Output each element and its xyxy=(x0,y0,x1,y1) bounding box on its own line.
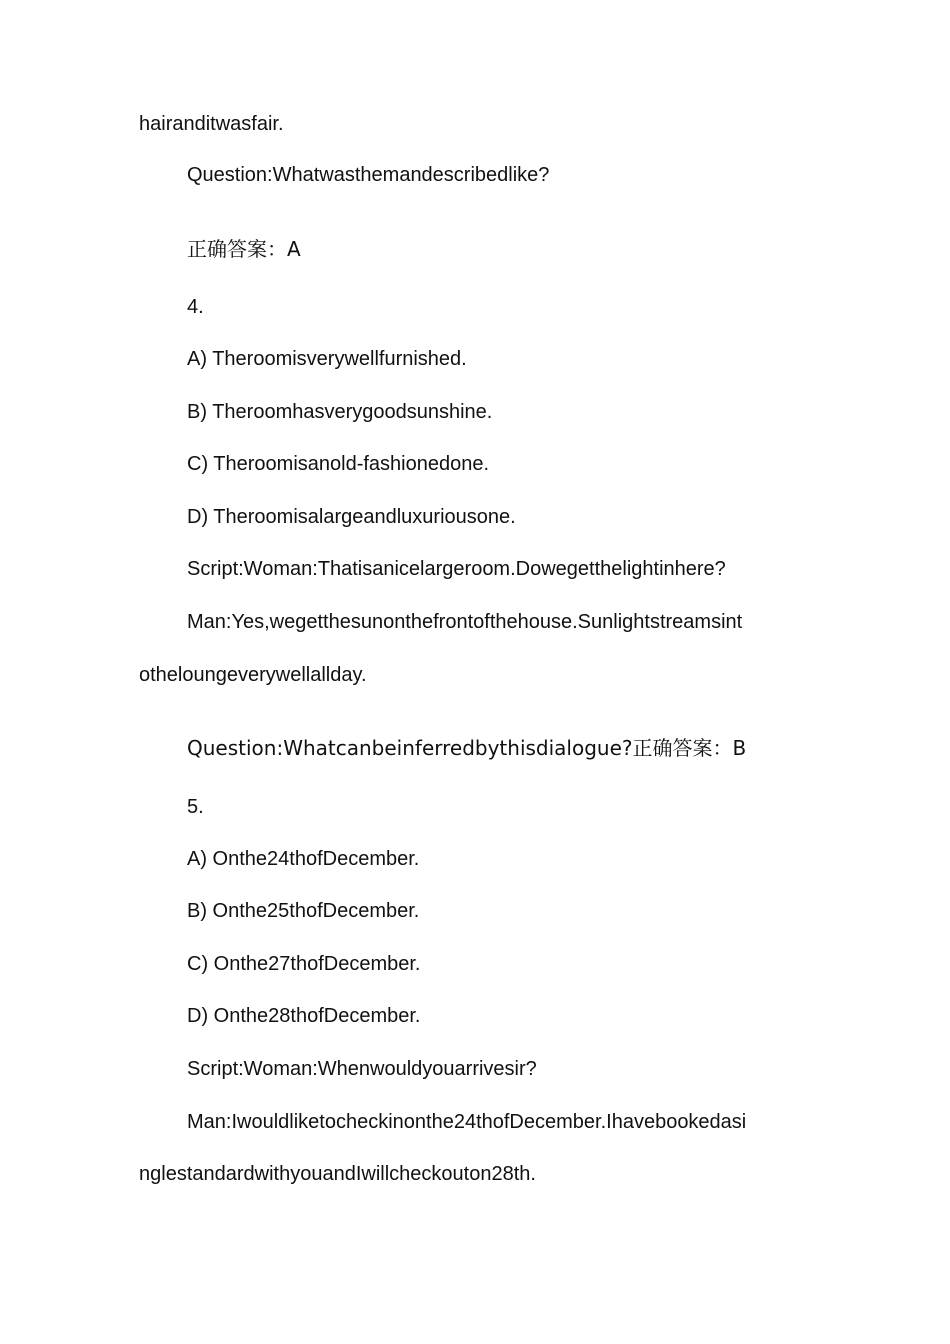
q4-script-man-line1: Man:Yes,wegetthesunonthefrontofthehouse.Sunlightstreamsint xyxy=(187,611,743,633)
q4-option-d: D) Theroomisalargeandluxuriousone. xyxy=(187,506,516,528)
q4-script-woman: Script:Woman:Thatisanicelargeroom.Dowegetthelightinhere? xyxy=(187,558,726,580)
q5-number: 5. xyxy=(187,796,204,818)
q5-script-woman: Script:Woman:Whenwouldyouarrivesir? xyxy=(187,1058,537,1080)
q4-option-c: C) Theroomisanold-fashionedone. xyxy=(187,453,490,475)
q3-continuation-text: hairanditwasfair. xyxy=(139,113,284,135)
q5-option-b: B) Onthe25thofDecember. xyxy=(187,900,420,922)
q3-question-text: Question:Whatwasthemandescribedlike? xyxy=(187,164,550,186)
q4-number: 4. xyxy=(187,296,204,318)
q4-script-man-line2: otheloungeverywellallday. xyxy=(139,664,367,686)
q5-script-man-line1: Man:Iwouldliketocheckinonthe24thofDecember.Ihavebookedasi xyxy=(187,1111,747,1133)
q4-option-a: A) Theroomisverywellfurnished. xyxy=(187,348,467,370)
q4-question-answer: Question:Whatcanbeinferredbythisdialogue?正确答案：B xyxy=(187,736,747,760)
q5-option-d: D) Onthe28thofDecember. xyxy=(187,1005,421,1027)
q3-answer-text: 正确答案：A xyxy=(187,237,301,261)
q4-option-b: B) Theroomhasverygoodsunshine. xyxy=(187,401,493,423)
q5-option-c: C) Onthe27thofDecember. xyxy=(187,953,421,975)
q5-script-man-line2: nglestandardwithyouandIwillcheckouton28th. xyxy=(139,1163,536,1185)
q5-option-a: A) Onthe24thofDecember. xyxy=(187,848,420,870)
